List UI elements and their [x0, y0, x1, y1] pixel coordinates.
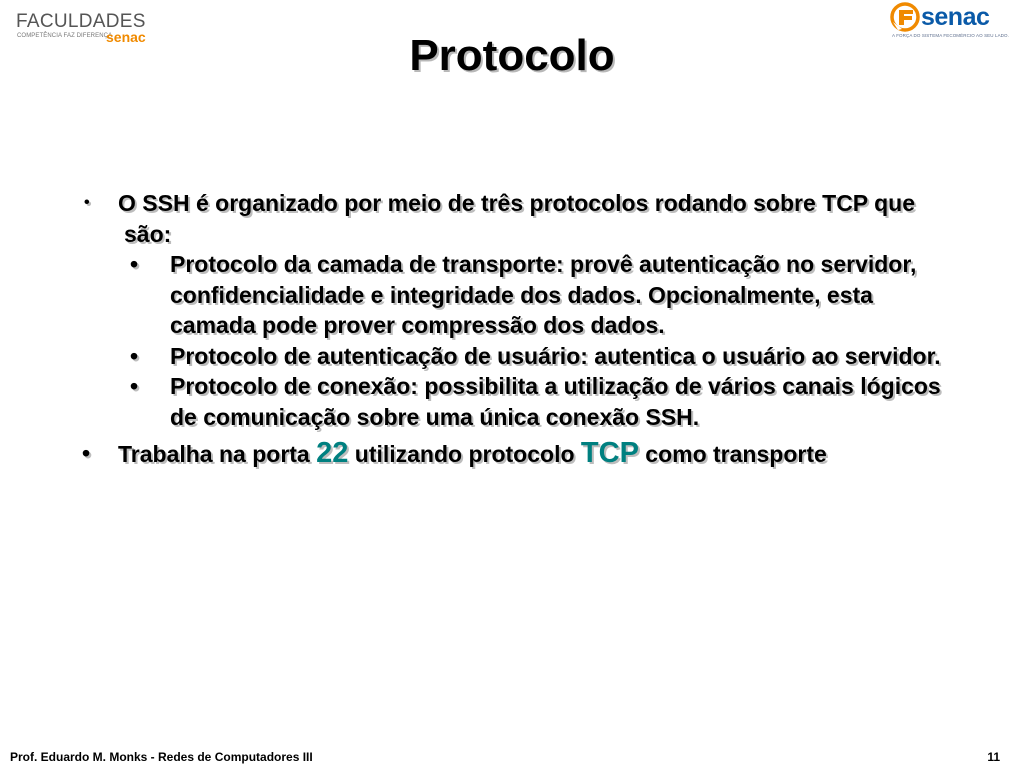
logo-left-tagline: COMPETÊNCIA FAZ DIFERENÇA — [17, 33, 113, 39]
port-suffix-text: como transporte — [645, 441, 827, 467]
bullet-list — [74, 188, 954, 470]
sub-bullet-item — [74, 249, 954, 341]
bullet-marker: • — [130, 342, 139, 369]
bullet-text — [118, 438, 954, 470]
slide-title: Protocolo — [409, 31, 615, 80]
logo-right-brand: senac — [921, 3, 990, 31]
logo-left-brand: senac — [106, 29, 146, 45]
protocol-name: TCP — [580, 437, 639, 469]
bullet-item-intro — [74, 188, 954, 249]
port-middle-text: utilizando protocolo — [354, 441, 575, 467]
logo-right-tagline: A FORÇA DO SISTEMA FECOMÉRCIO AO SEU LADO. — [892, 33, 1009, 38]
bullet-text: O SSH é organizado por meio de três protocolos rodando sobre TCP que são: — [118, 190, 916, 247]
footer — [0, 748, 1024, 768]
port-number: 22 — [316, 437, 349, 469]
page-number: 11 — [987, 750, 1000, 764]
bullet-item-port — [74, 438, 954, 470]
sub-bullet-item — [74, 341, 954, 372]
port-prefix-text: Trabalha na porta — [118, 441, 310, 467]
bullet-text: Protocolo de autenticação de usuário: autentica o usuário ao servidor. — [170, 342, 941, 369]
logo-left-name: FACULDADES — [16, 11, 146, 32]
footer-author: Prof. Eduardo M. Monks - Redes de Computadores III — [10, 750, 313, 764]
bullet-text: Protocolo da camada de transporte: provê autenticação no servidor, confidencialidade e integridade dos dados. Opcionalmente, esta camada pode prover compressão dos dados. — [170, 251, 917, 338]
bullet-marker: • — [130, 251, 139, 277]
bullet-marker: • — [82, 440, 91, 466]
bullet-text: Protocolo de conexão: possibilita a utilização de vários canais lógicos de comunicação sobre uma única conexão SSH. — [170, 373, 941, 430]
bullet-marker: • — [84, 194, 90, 211]
sub-bullet-item — [74, 371, 954, 432]
bullet-marker: • — [130, 373, 139, 399]
